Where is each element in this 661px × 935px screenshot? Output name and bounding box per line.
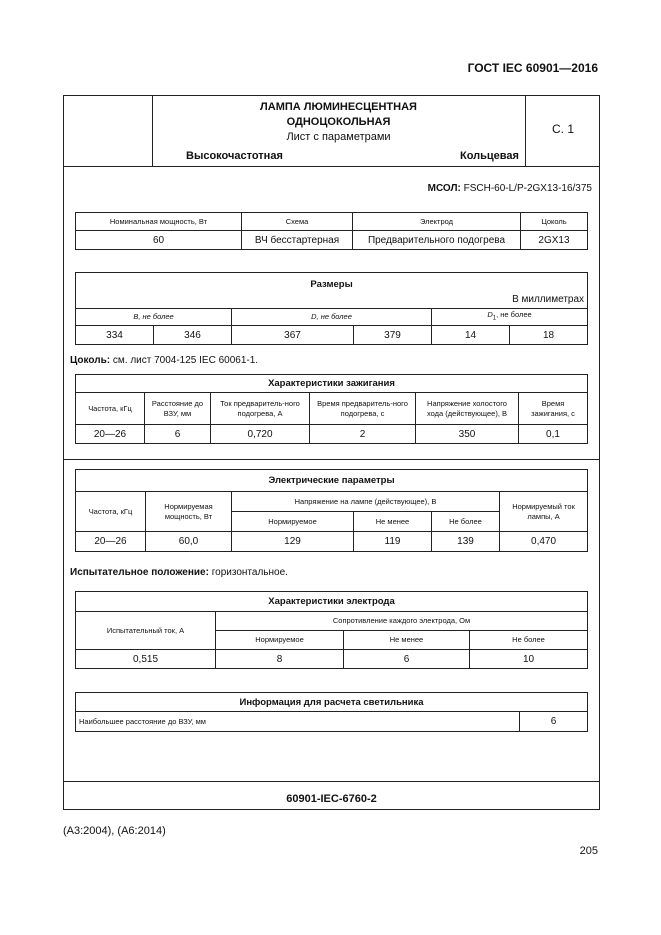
- header-bottom-line: [64, 166, 599, 167]
- electrode-r-max: 10: [470, 650, 588, 669]
- electrode-header-r-nominal: Нормируемое: [216, 631, 344, 650]
- dim-header-d1: [432, 309, 588, 326]
- ign-header-preheat-current: Ток предваритель-ного подогрева, А: [211, 393, 310, 425]
- footer-line: [64, 781, 599, 782]
- dim-d-max: 379: [354, 326, 432, 345]
- ign-freq: 20—26: [76, 425, 145, 444]
- el-header-v-max: Не более: [432, 512, 500, 532]
- el-v-max: 139: [432, 532, 500, 552]
- dim-d1-max: 18: [510, 326, 588, 345]
- ignition-table: [75, 374, 588, 444]
- value-electrode: Предварительного подогрева: [353, 231, 521, 250]
- ign-distance: 6: [145, 425, 211, 444]
- electrical-title: Электрические параметры: [76, 470, 588, 492]
- electrode-r-nominal: 8: [216, 650, 344, 669]
- electrical-table: [75, 469, 588, 552]
- luminaire-table: [75, 692, 588, 732]
- dimensions-title: Размеры: [310, 279, 353, 290]
- sheet-page: С. 1: [551, 122, 574, 136]
- electrode-title: Характеристики электрода: [76, 592, 588, 612]
- header-power: Номинальная мощность, Вт: [76, 213, 242, 231]
- el-header-power: Нормируемая мощность, Вт: [146, 492, 232, 532]
- ign-header-distance: Расстояние до ВЗУ, мм: [145, 393, 211, 425]
- test-position-note: [70, 567, 288, 578]
- electrode-header-test-current: Испытательный ток, А: [76, 612, 216, 650]
- el-v-min: 119: [354, 532, 432, 552]
- lamp-type-left: Высокочастотная: [186, 150, 283, 162]
- luminaire-title: Информация для расчета светильника: [76, 693, 588, 712]
- luminaire-row-value: 6: [520, 712, 588, 732]
- dim-d1-suffix: , не более: [496, 310, 532, 320]
- electrode-table: [75, 591, 588, 669]
- electrode-r-min: 6: [344, 650, 470, 669]
- dim-d1-symbol: D: [487, 310, 493, 320]
- ignition-title: Характеристики зажигания: [76, 375, 588, 393]
- lamp-type-right: Кольцевая: [460, 150, 519, 162]
- el-freq: 20—26: [76, 532, 146, 552]
- luminaire-row-label: Наибольшее расстояние до ВЗУ, мм: [76, 712, 520, 732]
- mcol-label: МСОЛ:: [427, 183, 461, 194]
- ign-preheat-current: 0,720: [211, 425, 310, 444]
- ign-header-ocv: Напряжение холостого хода (действующее), В: [416, 393, 519, 425]
- sheet-code: 60901-IEC-6760-2: [286, 793, 377, 805]
- sheet-title: [152, 100, 525, 145]
- dim-b-min: 334: [76, 326, 154, 345]
- dim-d-min: 367: [232, 326, 354, 345]
- electrode-header-r-min: Не менее: [344, 631, 470, 650]
- dimensions-title-cell: [76, 273, 588, 309]
- base-note: [70, 355, 258, 366]
- dim-header-b: B, не более: [76, 309, 232, 326]
- el-header-voltage: Напряжение на лампе (действующее), В: [232, 492, 500, 512]
- mcol-line: [428, 183, 592, 194]
- el-v-nominal: 129: [232, 532, 354, 552]
- page-number: 205: [579, 845, 598, 857]
- dimensions-unit: В миллиметрах: [512, 294, 585, 305]
- ign-header-freq: Частота, кГц: [76, 393, 145, 425]
- electrode-test-current: 0,515: [76, 650, 216, 669]
- header-base: Цоколь: [521, 213, 588, 231]
- el-header-freq: Частота, кГц: [76, 492, 146, 532]
- dim-b-max: 346: [154, 326, 232, 345]
- electrode-header-r-max: Не более: [470, 631, 588, 650]
- base-note-text: см. лист 7004-125 IEC 60061-1.: [112, 355, 259, 366]
- ign-header-preheat-time: Время предваритель-ного подогрева, с: [310, 393, 416, 425]
- dim-d1-min: 14: [432, 326, 510, 345]
- ign-header-ignition-time: Время зажигания, с: [519, 393, 588, 425]
- base-note-label: Цоколь:: [70, 355, 111, 366]
- standard-number: ГОСТ IEC 60901—2016: [467, 61, 598, 75]
- amendments: (A3:2004), (A6:2014): [63, 825, 166, 837]
- section-divider: [64, 459, 599, 460]
- ign-ignition-time: 0,1: [519, 425, 588, 444]
- dim-header-d: D, не более: [232, 309, 432, 326]
- title-line-2: ОДНОЦОКОЛЬНАЯ: [286, 116, 391, 128]
- sheet-subtitle: Лист с параметрами: [286, 131, 391, 143]
- dim-d1-subscript: 1: [492, 315, 497, 322]
- value-scheme: ВЧ бесстартерная: [242, 231, 353, 250]
- header-electrode: Электрод: [353, 213, 521, 231]
- el-current: 0,470: [500, 532, 588, 552]
- ign-preheat-time: 2: [310, 425, 416, 444]
- electrode-header-resistance: Сопротивление каждого электрода, Ом: [216, 612, 588, 631]
- test-position-label: Испытательное положение:: [70, 567, 209, 578]
- mcol-value: FSCH-60-L/P-2GX13-16/375: [463, 183, 592, 194]
- el-header-v-min: Не менее: [354, 512, 432, 532]
- el-power: 60,0: [146, 532, 232, 552]
- el-header-v-nominal: Нормируемое: [232, 512, 354, 532]
- ign-ocv: 350: [416, 425, 519, 444]
- main-parameters-table: [75, 212, 588, 250]
- value-base: 2GX13: [521, 231, 588, 250]
- dimensions-table: [75, 272, 588, 345]
- value-power: 60: [76, 231, 242, 250]
- test-position-text: горизонтальное.: [211, 567, 288, 578]
- el-header-current: Нормируемый ток лампы, А: [500, 492, 588, 532]
- title-line-1: ЛАМПА ЛЮМИНЕСЦЕНТНАЯ: [260, 101, 417, 113]
- header-scheme: Схема: [242, 213, 353, 231]
